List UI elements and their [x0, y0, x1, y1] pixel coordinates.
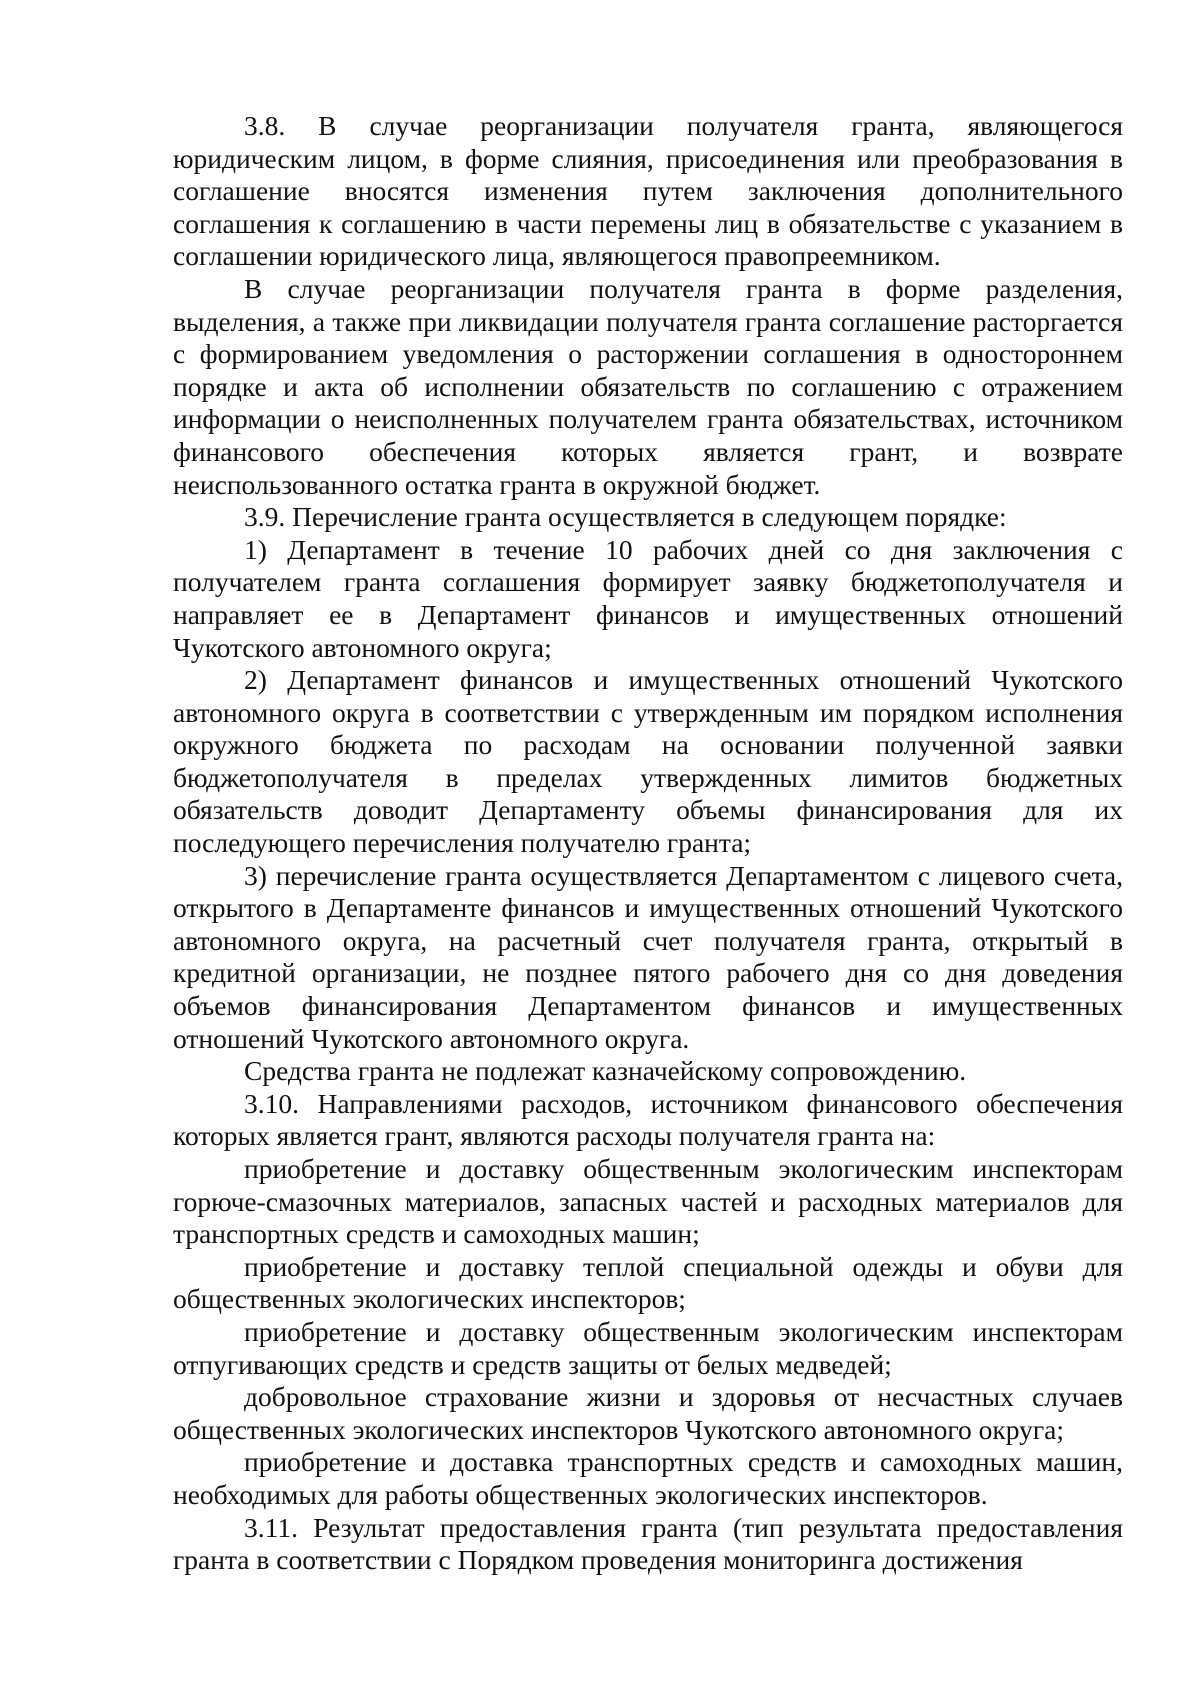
paragraph-expense-fuel: приобретение и доставку общественным экологическим инспекторам горюче-смазочных материалов, запасных частей и расходных материалов для транспортных средств и самоходных машин; [173, 1153, 1123, 1250]
paragraph-3-10: 3.10. Направлениями расходов, источником финансового обеспечения которых является грант, являются расходы получателя гранта на: [173, 1087, 1123, 1152]
paragraph-3-11: 3.11. Результат предоставления гранта (тип результата предоставления гранта в соответствии с Порядком проведения мониторинга достижения [173, 1511, 1123, 1576]
paragraph-expense-bear-protection: приобретение и доставку общественным экологическим инспекторам отпугивающих средств и средств защиты от белых медведей; [173, 1315, 1123, 1380]
document-body [173, 110, 1123, 1577]
paragraph-3-9-item-3: 3) перечисление гранта осуществляется Департаментом с лицевого счета, открытого в Департаменте финансов и имущественных отношений Чукотского автономного округа, на расчетный счет получателя гранта, открытый в кредитной организации, не позднее пятого рабочего дня со дня доведения объемов финансирования Департаментом финансов и имущественных отношений Чукотского автономного округа. [173, 859, 1123, 1054]
paragraph-reorganization-division: В случае реорганизации получателя гранта в форме разделения, выделения, а также при ликвидации получателя гранта соглашение расторгается с формированием уведомления о расторжении соглашения в одностороннем порядке и акта об исполнении обязательств по соглашению с отражением информации о неисполненных получателем гранта обязательствах, источником финансового обеспечения которых является грант, и возврате неиспользованного остатка гранта в окружной бюджет. [173, 272, 1123, 500]
paragraph-expense-vehicles: приобретение и доставка транспортных средств и самоходных машин, необходимых для работы общественных экологических инспекторов. [173, 1446, 1123, 1510]
paragraph-treasury-note: Средства гранта не подлежат казначейскому сопровождению. [244, 1055, 967, 1087]
paragraph-3-9-item-2: 2) Департамент финансов и имущественных отношений Чукотского автономного округа в соответствии с утвержденным им порядком исполнения окружного бюджета по расходам на основании полученной заявки бюджетополучателя в пределах утвержденных лимитов бюджетных обязательств доводит Департаменту объемы финансирования для их последующего перечисления получателю гранта; [173, 664, 1123, 859]
paragraph-3-9: 3.9. Перечисление гранта осуществляется в следующем порядке: [244, 501, 1007, 533]
paragraph-3-8: 3.8. В случае реорганизации получателя гранта, являющегося юридическим лицом, в форме слияния, присоединения или преобразования в соглашение вносятся изменения путем заключения дополнительного соглашения к соглашению в части перемены лиц в обязательстве с указанием в соглашении юридического лица, являющегося правопреемником. [173, 110, 1123, 272]
paragraph-expense-insurance: добровольное страхование жизни и здоровья от несчастных случаев общественных экологических инспекторов Чукотского автономного округа; [173, 1381, 1123, 1445]
paragraph-3-9-item-1: 1) Департамент в течение 10 рабочих дней со дня заключения с получателем гранта соглашения формирует заявку бюджетополучателя и направляет ее в Департамент финансов и имущественных отношений Чукотского автономного округа; [173, 533, 1123, 663]
paragraph-expense-clothing: приобретение и доставку теплой специальной одежды и обуви для общественных экологических инспекторов; [173, 1250, 1123, 1315]
